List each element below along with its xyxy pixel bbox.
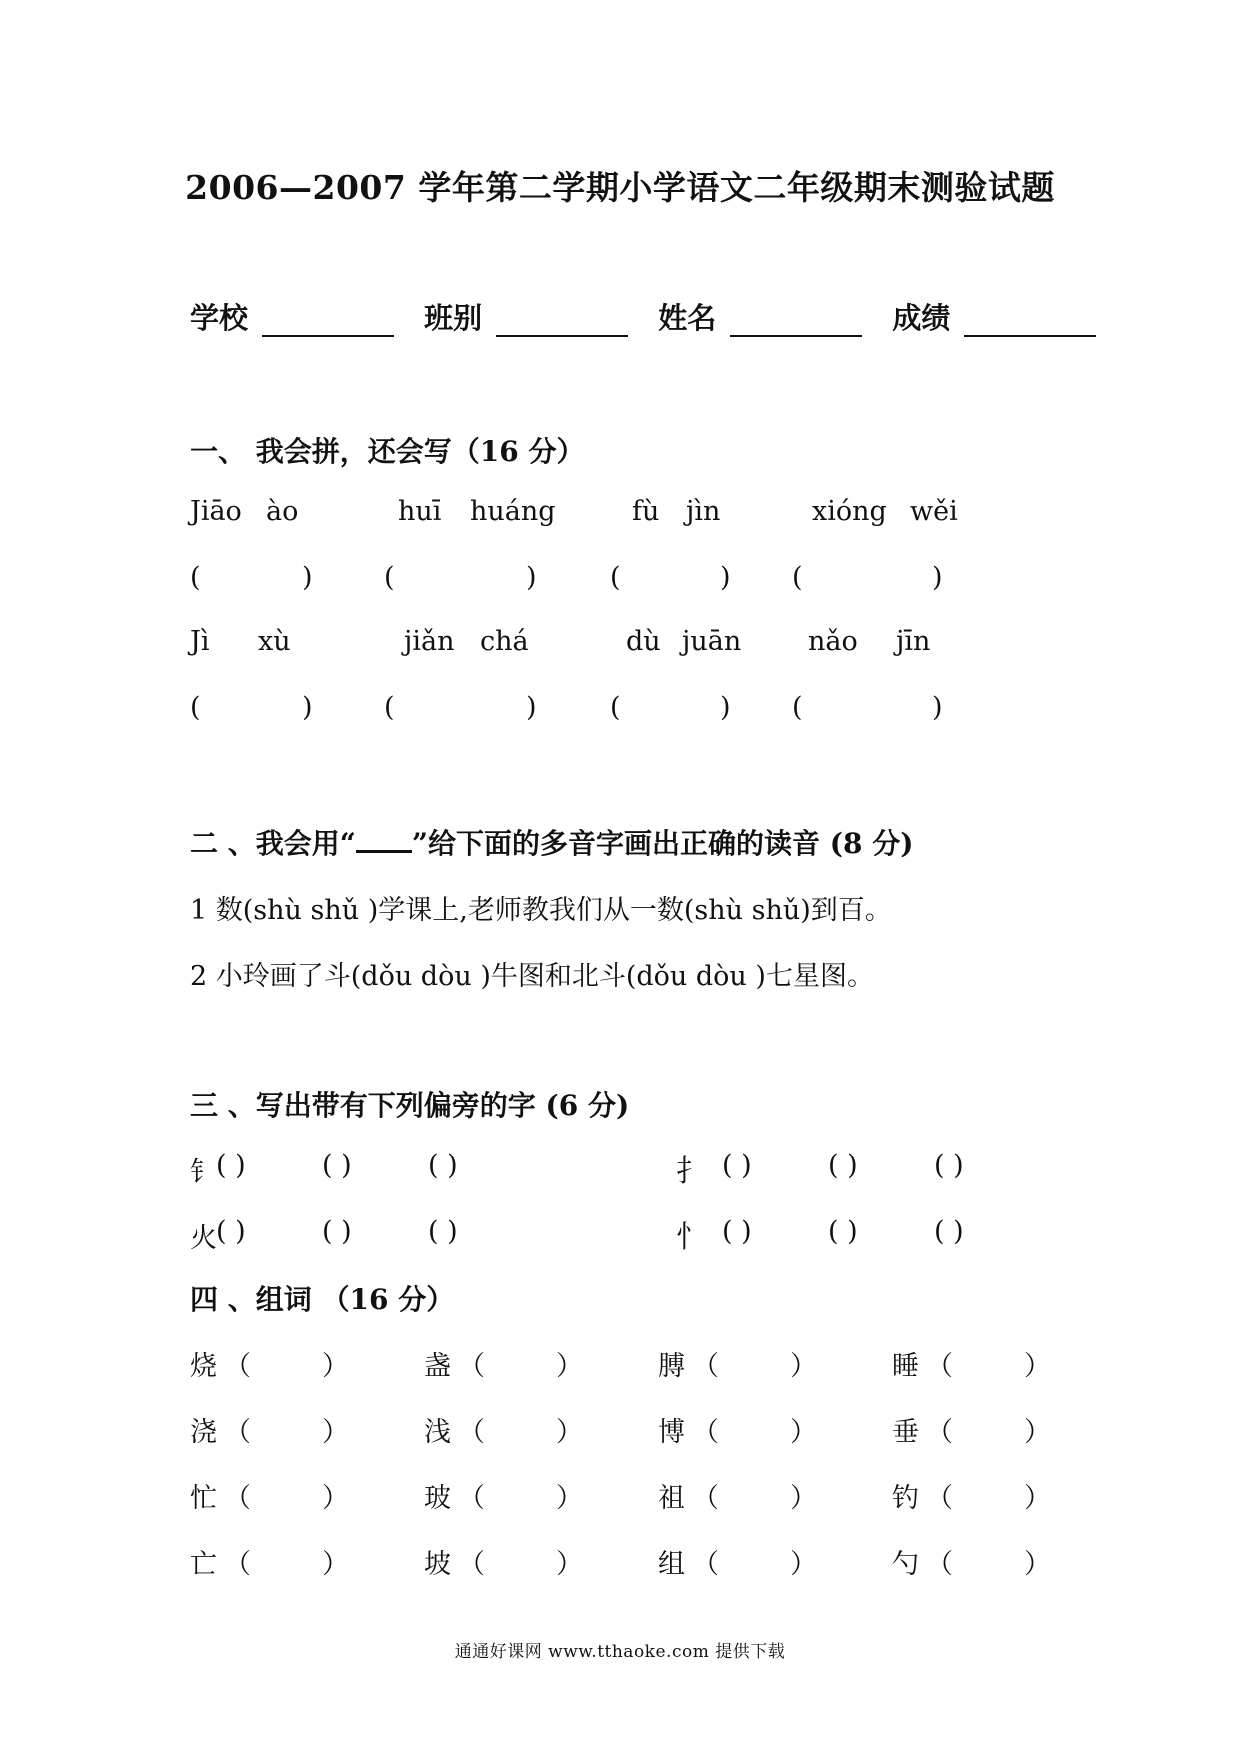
slot-open: （ [224,1417,251,1448]
section3-heading: 三 、写出带有下列偏旁的字 (6 分) [190,1089,630,1122]
answer-open: ( [384,562,395,593]
pinyin: ào [266,496,299,527]
answer-slot: ( ) [428,1216,458,1247]
slot-close: ） [322,1351,349,1382]
word-char: 浇 [190,1417,217,1448]
slot-close: ） [1024,1417,1051,1448]
slot-close: ） [790,1417,817,1448]
pinyin: jìn [686,496,721,527]
answer-close: ) [302,562,313,593]
radical-xin: 忄 [676,1220,706,1255]
slot-close: ） [556,1351,583,1382]
pinyin: huī [398,496,442,527]
answer-close: ) [526,562,537,593]
answer-slot: ( ) [428,1150,458,1181]
slot-close: ） [322,1417,349,1448]
answer-open: ( [610,692,621,723]
pinyin: chá [480,626,529,657]
answer-open: ( [792,692,803,723]
pinyin: Jiāo [190,496,242,527]
answer-slot: ( ) [828,1216,858,1247]
slot-open: （ [458,1549,485,1580]
pinyin: xióng [812,496,887,527]
section2-heading-start: 二 、我会用“ [190,827,356,860]
word-char: 烧 [190,1351,217,1382]
label-name: 姓名 [658,301,717,335]
answer-slot: ( ) [216,1150,246,1181]
slot-close: ） [556,1483,583,1514]
answer-open: ( [384,692,395,723]
slot-open: （ [692,1549,719,1580]
radical-huo: 火 [190,1223,217,1254]
pinyin: jiǎn [404,626,455,657]
pinyin: nǎo [808,626,858,657]
answer-open: ( [792,562,803,593]
word-char: 勺 [892,1549,919,1580]
footer-credit: 通通好课网 www.tthaoke.com 提供下载 [454,1642,786,1662]
slot-open: （ [692,1417,719,1448]
underline-mark [356,826,412,853]
slot-close: ） [322,1483,349,1514]
slot-open: （ [692,1483,719,1514]
pinyin: Jì [190,626,210,657]
answer-open: ( [190,692,201,723]
word-char: 坡 [424,1549,451,1580]
answer-close: ) [720,562,731,593]
slot-open: （ [224,1483,251,1514]
slot-open: （ [458,1417,485,1448]
slot-open: （ [458,1483,485,1514]
section2-heading-end: ”给下面的多音字画出正确的读音 (8 分) [411,827,914,860]
slot-open: （ [692,1351,719,1382]
pinyin: wěi [910,496,958,527]
label-class: 班别 [424,301,483,335]
slot-close: ） [556,1417,583,1448]
slot-open: （ [458,1351,485,1382]
pinyin: jīn [896,626,931,657]
blank-name [730,309,862,337]
slot-close: ） [790,1549,817,1580]
page-title: 2006—2007 学年第二学期小学语文二年级期末测验试题 [185,168,1055,207]
label-school: 学校 [190,301,249,335]
radical-jin: 钅 [190,1157,217,1188]
slot-close: ） [1024,1549,1051,1580]
word-char: 浅 [424,1417,451,1448]
section4-heading: 四 、组词 （16 分） [190,1283,455,1316]
answer-slot: ( ) [934,1150,964,1181]
word-char: 祖 [658,1483,685,1514]
answer-close: ) [932,692,943,723]
section2-heading [190,822,913,862]
slot-open: （ [224,1351,251,1382]
section2-question-1: 1 数(shù shǔ )学课上,老师教我们从一数(shù shǔ)到百。 [190,895,892,926]
slot-close: ） [1024,1483,1051,1514]
radical-shou: 扌 [676,1154,706,1189]
answer-slot: ( ) [722,1216,752,1247]
slot-close: ） [790,1483,817,1514]
pinyin: xù [258,626,291,657]
slot-open: （ [926,1549,953,1580]
pinyin: fù [632,496,660,527]
pinyin: huáng [470,496,556,527]
word-char: 钓 [892,1483,919,1514]
slot-open: （ [926,1483,953,1514]
slot-close: ） [322,1549,349,1580]
answer-slot: ( ) [322,1150,352,1181]
slot-close: ） [1024,1351,1051,1382]
slot-open: （ [926,1417,953,1448]
word-char: 盏 [424,1351,451,1382]
word-char: 垂 [892,1417,919,1448]
word-char: 组 [658,1549,685,1580]
answer-open: ( [190,562,201,593]
word-char: 亡 [190,1549,217,1580]
answer-slot: ( ) [216,1216,246,1247]
section1-heading: 一、 我会拼，还会写（16 分） [190,435,585,468]
answer-slot: ( ) [722,1150,752,1181]
answer-slot: ( ) [322,1216,352,1247]
slot-open: （ [224,1549,251,1580]
student-info-header [190,296,1116,337]
pinyin: juān [682,626,742,657]
answer-close: ) [526,692,537,723]
label-score: 成绩 [892,301,951,335]
answer-close: ) [720,692,731,723]
pinyin: dù [626,626,661,657]
blank-score [964,309,1096,337]
answer-close: ) [932,562,943,593]
answer-slot: ( ) [828,1150,858,1181]
answer-close: ) [302,692,313,723]
word-char: 睡 [892,1351,919,1382]
slot-close: ） [556,1549,583,1580]
slot-close: ） [790,1351,817,1382]
section2-question-2: 2 小玲画了斗(dǒu dòu )牛图和北斗(dǒu dòu )七星图。 [190,961,874,992]
answer-open: ( [610,562,621,593]
blank-school [262,309,394,337]
answer-slot: ( ) [934,1216,964,1247]
blank-class [496,309,628,337]
word-char: 忙 [190,1483,217,1514]
word-char: 膊 [658,1351,685,1382]
word-char: 博 [658,1417,685,1448]
slot-open: （ [926,1351,953,1382]
word-char: 玻 [424,1483,451,1514]
